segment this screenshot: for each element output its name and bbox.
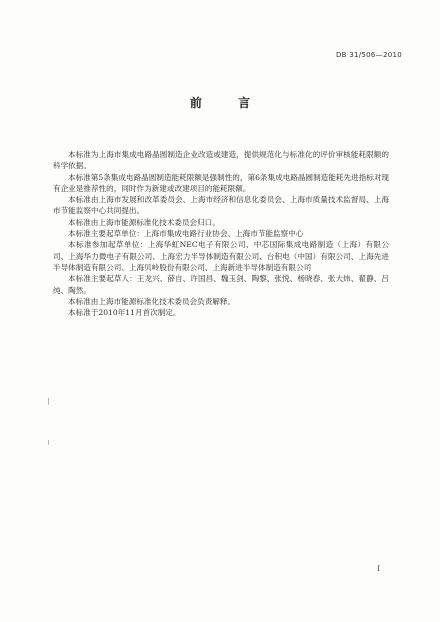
paragraph-proposers: 本标准由上海市发展和改革委员会、上海市经济和信息化委员会、上海市质量技术监督局、上海市节能监察中心共同提出。 <box>53 195 389 216</box>
standard-code: DB 31/506—2010 <box>335 51 402 59</box>
page-title: 前 言 <box>189 96 267 110</box>
scan-mark <box>48 398 49 405</box>
page-number: I <box>377 565 380 573</box>
paragraph-administration: 本标准由上海市能源标准化技术委员会归口。 <box>68 217 220 227</box>
paragraph-interpretation: 本标准由上海市能源标准化技术委员会负责解释。 <box>68 296 236 306</box>
paragraph-purpose: 本标准为上海市集成电路晶圆制造企业改造或建造，提供规范化与标准化的评价审核能耗限额的科学依据。 <box>53 150 389 171</box>
scan-mark <box>48 440 49 445</box>
document-body <box>53 149 389 318</box>
paragraph-drafting-persons: 本标准主要起草人：王龙兴、薛自、许国昌、魏玉剑、陶黎、张悦、杨晓春、张大炜、翟静、吕纯、陶然。 <box>53 274 389 295</box>
paragraph-mandatory-clauses: 本标准第5条集成电路晶圆制造能耗限额是强制性的，第6条集成电路晶圆制造能耗先进指标对现有企业是推荐性的，同时作为新建或改建项目的能耗限额。 <box>53 172 390 193</box>
paragraph-main-drafters: 本标准主要起草单位：上海市集成电路行业协会、上海市节能监察中心 <box>68 229 304 239</box>
paragraph-first-edition: 本标准于2010年11月首次制定。 <box>68 308 181 318</box>
paragraph-participating-drafters: 本标准参加起草单位：上海华虹NEC电子有限公司、中芯国际集成电路制造（上海）有限公司、上海华力微电子有限公司、上海宏力半导体制造有限公司、台积电（中国）有限公司、上海先进半导体制造有限公司、上海贝岭股份有限公司、上海新进半导体制造有限公司 <box>53 240 389 272</box>
